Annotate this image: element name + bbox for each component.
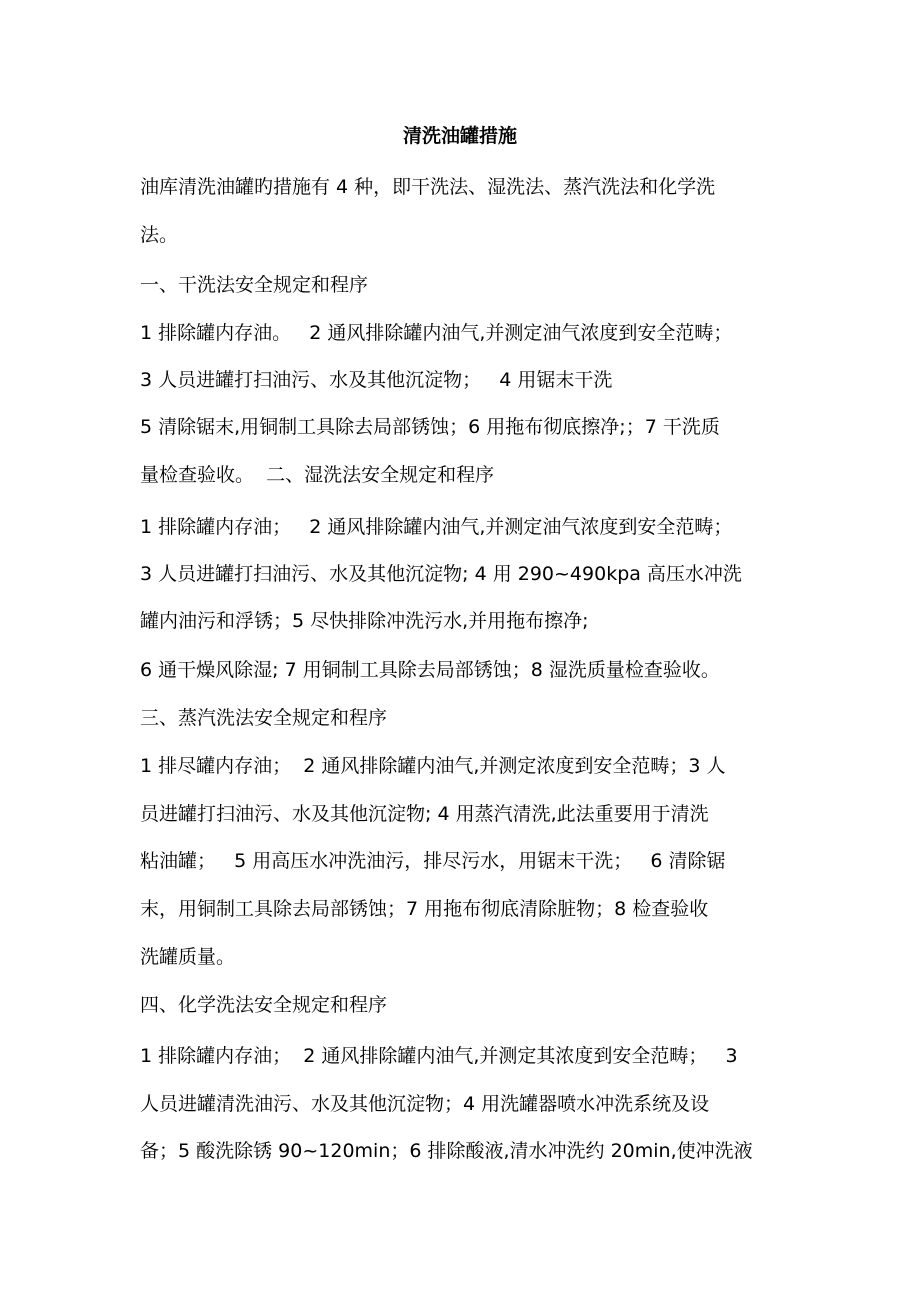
body-line: 1 排除罐内存油； 2 通风排除罐内油气,并测定其浓度到安全范畴； 3 [140, 1045, 738, 1067]
body-line: 粘油罐； 5 用高压水冲洗油污，排尽污水，用锯末干洗； 6 清除锯 [140, 850, 726, 872]
body-line: 罐内油污和浮锈；5 尽快排除冲洗污水,并用拖布擦净; [140, 610, 589, 632]
section-heading: 一、干洗法安全规定和程序 [140, 274, 369, 296]
body-line: 3 人员进罐打扫油污、水及其他沉淀物; 4 用 290~490kpa 高压水冲洗 [140, 563, 742, 585]
section-heading: 四、化学洗法安全规定和程序 [140, 994, 388, 1016]
body-line: 6 通干燥风除湿; 7 用铜制工具除去局部锈蚀；8 湿洗质量检查验收。 [140, 659, 720, 681]
body-line: 备；5 酸洗除锈 90~120min；6 排除酸液,清水冲洗约 20min,使冲洗液 [140, 1140, 753, 1162]
body-line: 人员进罐清洗油污、水及其他沉淀物；4 用洗罐器喷水冲洗系统及设 [140, 1093, 710, 1115]
body-line: 油库清洗油罐旳措施有 4 种，即干洗法、湿洗法、蒸汽洗法和化学洗 [140, 176, 716, 198]
section-heading: 三、蒸汽洗法安全规定和程序 [140, 707, 388, 729]
body-line: 员进罐打扫油污、水及其他沉淀物; 4 用蒸汽清洗,此法重要用于清洗 [140, 803, 709, 825]
body-line: 1 排尽罐内存油； 2 通风排除罐内油气,并测定浓度到安全范畴；3 人 [140, 755, 726, 777]
body-line: 1 排除罐内存油； 2 通风排除罐内油气,并测定油气浓度到安全范畴； [140, 516, 733, 538]
body-line: 洗罐质量。 [140, 946, 236, 968]
body-line: 1 排除罐内存油。 2 通风排除罐内油气,并测定油气浓度到安全范畴； [140, 322, 733, 344]
body-line: 末，用铜制工具除去局部锈蚀；7 用拖布彻底清除脏物；8 检查验收 [140, 898, 709, 920]
body-line: 法。 [140, 224, 179, 246]
document-title: 清洗油罐措施 [402, 125, 517, 147]
body-line: 量检查验收。 二、湿洗法安全规定和程序 [140, 464, 495, 486]
body-line: 3 人员进罐打扫油污、水及其他沉淀物； 4 用锯末干洗 [140, 369, 613, 391]
body-line: 5 清除锯末,用铜制工具除去局部锈蚀；6 用拖布彻底擦净;；7 干洗质 [140, 416, 720, 438]
